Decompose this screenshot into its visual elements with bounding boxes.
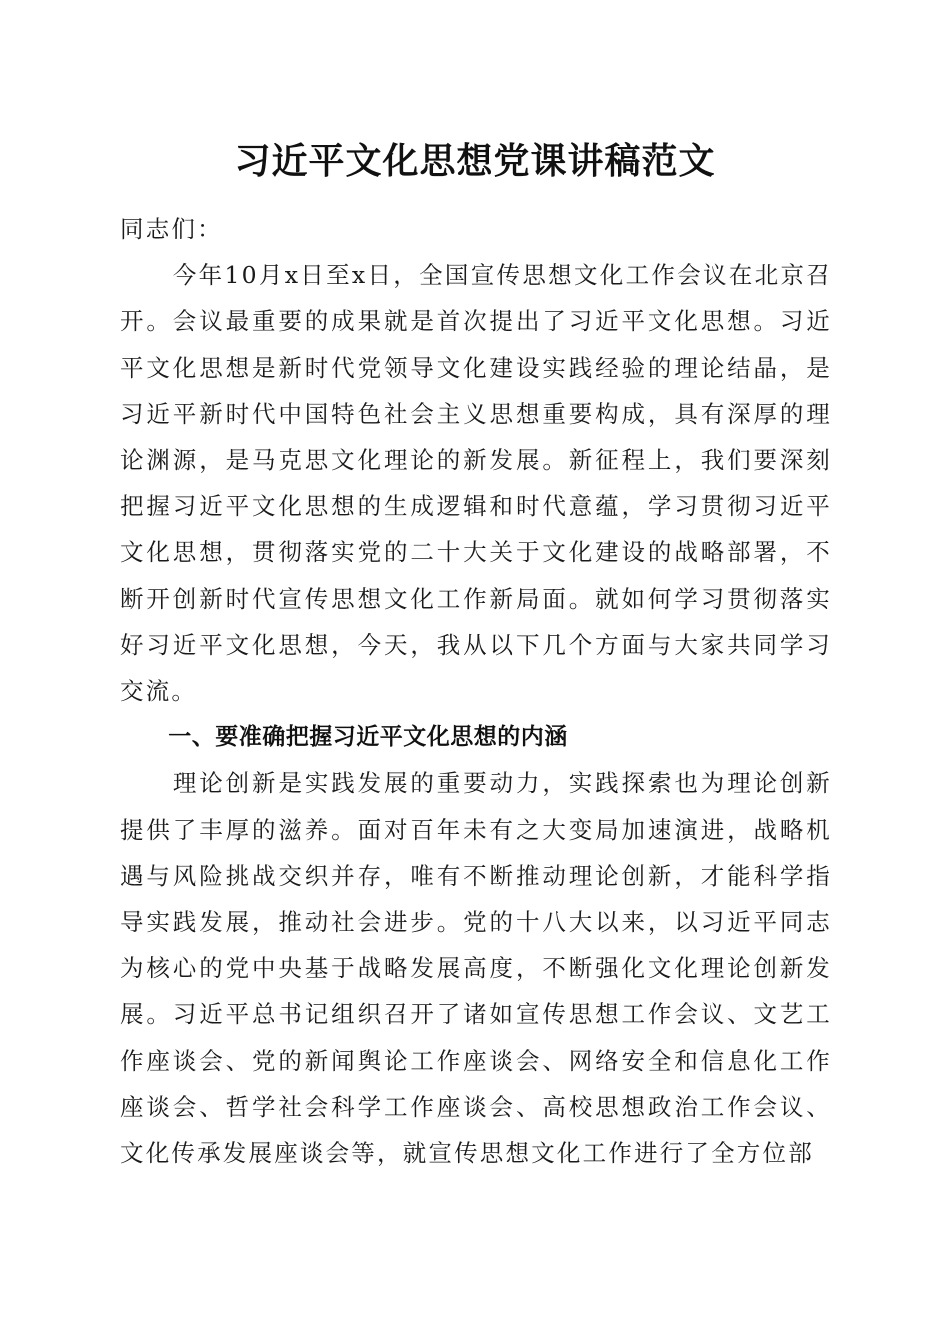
paragraph-section-1: 理论创新是实践发展的重要动力，实践探索也为理论创新提供了丰厚的滋养。面对百年未有之大变局加速演进，战略机遇与风险挑战交织并存，唯有不断推动理论创新，才能科学指导实践发展，推动社会进步。党的十八大以来，以习近平同志为核心的党中央基于战略发展高度，不断强化文化理论创新发展。习近平总书记组织召开了诸如宣传思想工作会议、文艺工作座谈会、党的新闻舆论工作座谈会、网络安全和信息化工作座谈会、哲学社会科学工作座谈会、高校思想政治工作会议、文化传承发展座谈会等，就宣传思想文化工作进行了全方位部: [120, 769, 832, 1168]
salutation: 同志们：: [120, 215, 223, 243]
section-heading-1: 一、要准确把握习近平文化思想的内涵: [168, 724, 568, 751]
document-body: [120, 206, 832, 1176]
paragraph-intro: 今年10月x日至x日，全国宣传思想文化工作会议在北京召开。会议最重要的成果就是首次提出了习近平文化思想。习近平文化思想是新时代党领导文化建设实践经验的理论结晶，是习近平新时代中国特色社会主义思想重要构成，具有深厚的理论渊源，是马克思文化理论的新发展。新征程上，我们要深刻把握习近平文化思想的生成逻辑和时代意蕴，学习贯彻习近平文化思想，贯彻落实党的二十大关于文化建设的战略部署，不断开创新时代宣传思想文化工作新局面。就如何学习贯彻落实好习近平文化思想，今天，我从以下几个方面与大家共同学习交流。: [120, 261, 832, 706]
document-title: 习近平文化思想党课讲稿范文: [234, 140, 716, 182]
